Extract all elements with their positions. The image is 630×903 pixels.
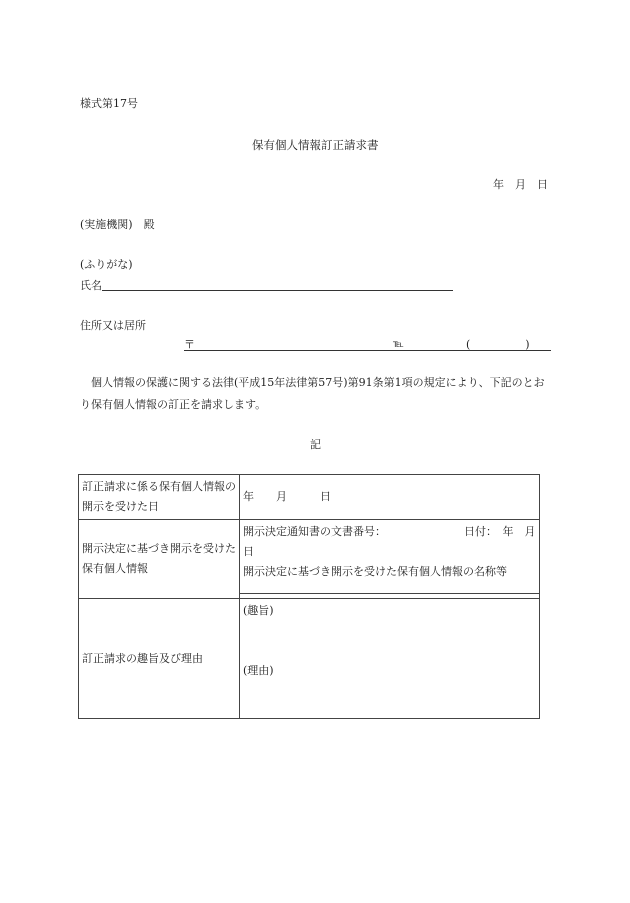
table-row bbox=[79, 475, 540, 520]
form-number: 様式第17号 bbox=[80, 97, 138, 110]
tel-mark: ℡ bbox=[393, 339, 404, 350]
name-field[interactable] bbox=[102, 290, 453, 291]
addressee: (実施機関) 殿 bbox=[80, 218, 155, 231]
row1-label: 訂正請求に係る保有個人情報の開示を受けた日 bbox=[79, 475, 240, 520]
document-title: 保有個人情報訂正請求書 bbox=[252, 138, 379, 152]
table-row bbox=[79, 599, 540, 719]
date-label: 日付： 年 月 日 bbox=[243, 525, 547, 558]
address-field[interactable] bbox=[184, 350, 551, 351]
row1-value-cell[interactable] bbox=[240, 475, 540, 520]
table-row bbox=[79, 520, 540, 599]
furigana-label: (ふりがな) bbox=[80, 258, 133, 271]
reason-label: (理由) bbox=[243, 664, 274, 677]
disclosure-date: 年 月 日 bbox=[243, 490, 331, 503]
name-label: 氏名 bbox=[80, 279, 102, 292]
tel-parens: ( ) bbox=[466, 338, 530, 351]
request-statement: 個人情報の保護に関する法律(平成15年法律第57号)第91条第1項の規定により、下記のとおり保有個人情報の訂正を請求します。 bbox=[80, 376, 545, 411]
row3-label: 訂正請求の趣旨及び理由 bbox=[79, 599, 240, 719]
ki-heading: 記 bbox=[310, 438, 321, 451]
postal-mark: 〒 bbox=[184, 338, 195, 351]
divider bbox=[240, 593, 539, 594]
row2-value-cell[interactable] bbox=[240, 520, 547, 599]
row3-value-cell[interactable] bbox=[240, 599, 540, 719]
info-name-label: 開示決定に基づき開示を受けた保有個人情報の名称等 bbox=[243, 565, 507, 578]
row2-label: 開示決定に基づき開示を受けた保有個人情報 bbox=[79, 520, 240, 599]
address-label: 住所又は居所 bbox=[80, 319, 146, 332]
purpose-label: (趣旨) bbox=[243, 604, 274, 617]
doc-number-label: 開示決定通知書の文書番号： bbox=[243, 525, 386, 538]
date-line: 年 月 日 bbox=[493, 178, 548, 191]
request-table bbox=[78, 474, 547, 719]
